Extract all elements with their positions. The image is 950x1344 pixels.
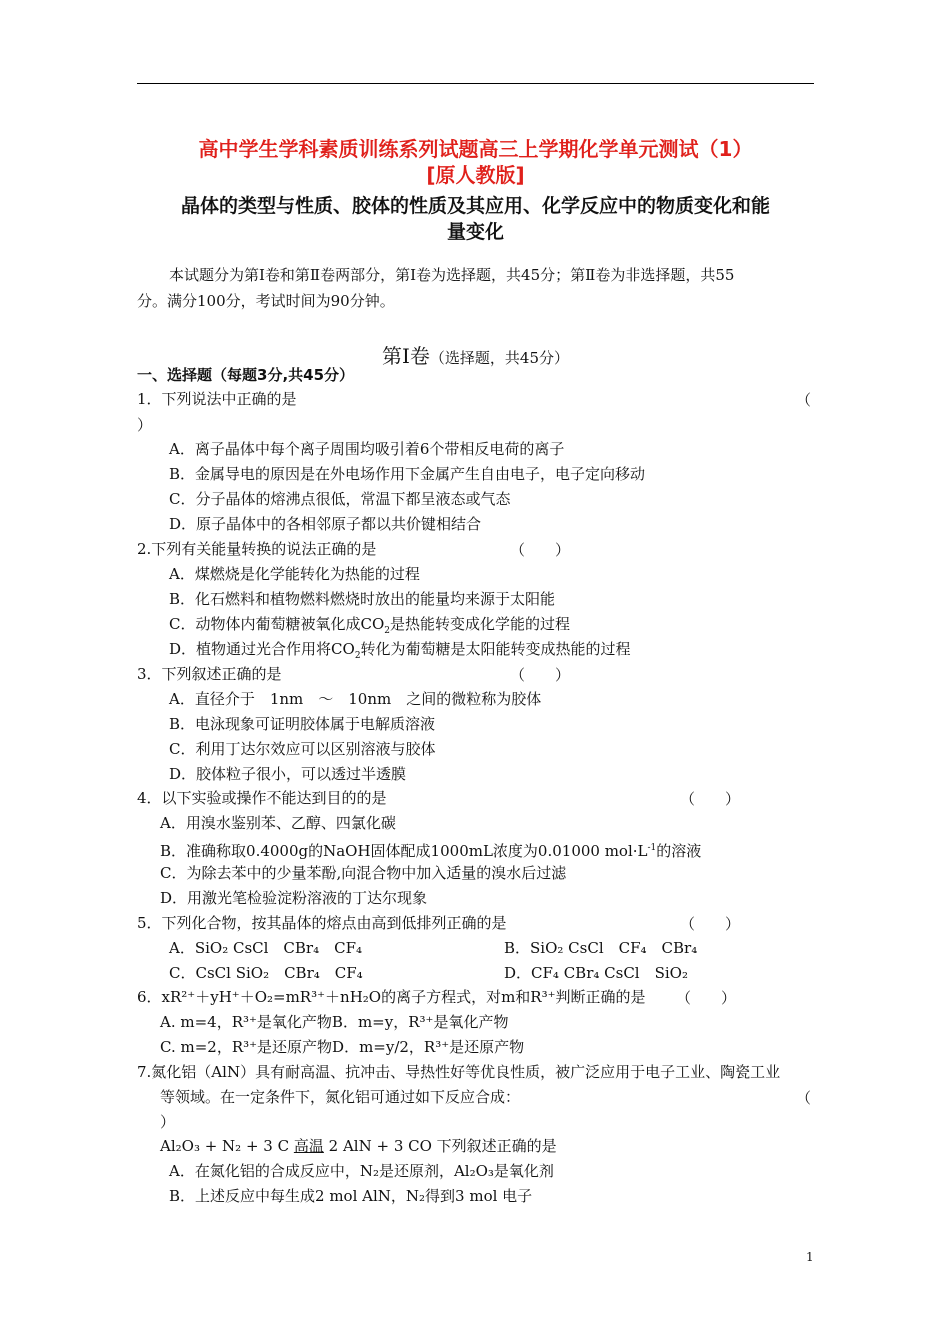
q3-option-a: A．直径介于 1nm ～ 10nm 之间的微粒称为胶体: [169, 690, 542, 708]
q5-stem: 5．下列化合物，按其晶体的熔点由高到低排列正确的是: [137, 914, 507, 932]
q5-paren: （ ）: [680, 915, 741, 933]
q4-option-d: D．用激光笔检验淀粉溶液的丁达尔现象: [160, 889, 428, 907]
q7-option-b: B．上述反应中每生成2 mol AlN，N₂得到3 mol 电子: [169, 1187, 533, 1205]
exam-subtitle-line1: 晶体的类型与性质、胶体的性质及其应用、化学反应中的物质变化和能: [180, 195, 770, 217]
q7-paren-open: （: [796, 1089, 812, 1107]
q4-option-b: B．准确称取0.4000g的NaOH固体配成1000mL浓度为0.01000 $mol\cdot L^{-1}$的溶液: [160, 842, 702, 860]
q6-stem: 6．xR²⁺＋yH⁺＋O₂=mR³⁺＋nH₂O的离子方程式，对m和R³⁺判断正确的是: [137, 988, 646, 1006]
q4-paren: （ ）: [680, 790, 741, 808]
part1-heading-text: 第Ⅰ卷: [382, 344, 430, 368]
q2-stem: 2.下列有关能量转换的说法正确的是: [137, 540, 377, 558]
q5-option-c: C．CsCl SiO₂ CBr₄ CF₄: [169, 964, 363, 982]
q6-options-ab: A. m=4，R³⁺是氧化产物B．m=y，R³⁺是氧化产物: [160, 1013, 509, 1031]
q1-option-a: A．离子晶体中每个离子周围均吸引着6个带相反电荷的离子: [169, 440, 565, 458]
intro-line2: 分。满分100分，考试时间为90分钟。: [137, 292, 395, 310]
q3-stem: 3．下列叙述正确的是: [137, 665, 282, 683]
exam-title-line1: 高中学生学科素质训练系列试题高三上学期化学单元测试（1）: [198, 137, 753, 161]
q4-stem: 4．以下实验或操作不能达到目的的是: [137, 789, 387, 807]
exam-title-line2: [原人教版]: [426, 163, 525, 187]
q7-paren-close: ）: [160, 1113, 176, 1131]
q4-option-c: C．为除去苯中的少量苯酚,向混合物中加入适量的溴水后过滤: [160, 864, 567, 882]
q2-option-a: A．煤燃烧是化学能转化为热能的过程: [169, 565, 420, 583]
page-number: 1: [806, 1250, 814, 1264]
part1-heading-note: （选择题，共45分）: [429, 349, 569, 367]
exam-subtitle-line2: 量变化: [446, 221, 504, 243]
q1-stem: 1．下列说法中正确的是: [137, 390, 297, 408]
q1-option-d: D．原子晶体中的各相邻原子都以共价键相结合: [169, 515, 482, 533]
q2-option-d: D．植物通过光合作用将$CO_2$转化为葡萄糖是太阳能转变成热能的过程: [169, 640, 631, 661]
section-title: 一、选择题（每题3分,共45分）: [137, 366, 355, 384]
q7-option-a: A．在氮化铝的合成反应中，N₂是还原剂，Al₂O₃是氧化剂: [169, 1162, 554, 1180]
q5-option-d: D．CF₄ CBr₄ CsCl SiO₂: [504, 964, 688, 982]
reaction-condition: 高温: [293, 1137, 324, 1155]
q7-stem: 7.氮化铝（AlN）具有耐高温、抗冲击、导热性好等优良性质，被广泛应用于电子工业、陶瓷工业: [137, 1063, 781, 1081]
q3-paren: （ ）: [510, 666, 571, 684]
q3-option-b: B．电泳现象可证明胶体属于电解质溶液: [169, 715, 436, 733]
q1-option-c: C．分子晶体的熔沸点很低，常温下都呈液态或气态: [169, 490, 511, 508]
q1-option-b: B．金属导电的原因是在外电场作用下金属产生自由电子，电子定向移动: [169, 465, 646, 483]
q3-option-c: C．利用丁达尔效应可以区别溶液与胶体: [169, 740, 436, 758]
q6-paren: （ ）: [676, 989, 737, 1007]
q1-paren-open: （: [796, 391, 812, 409]
q1-paren-close: ）: [137, 416, 153, 434]
q2-option-c: C．动物体内葡萄糖被氧化成$CO_2$是热能转变成化学能的过程: [169, 615, 571, 636]
q4-option-a: A．用溴水鉴别苯、乙醇、四氯化碳: [160, 814, 396, 832]
header-rule: [137, 83, 814, 84]
q5-option-b: B．SiO₂ CsCl CF₄ CBr₄: [504, 939, 698, 957]
intro-line1: 本试题分为第Ⅰ卷和第Ⅱ卷两部分，第Ⅰ卷为选择题，共45分；第Ⅱ卷为非选择题，共55: [169, 266, 735, 284]
q5-option-a: A．SiO₂ CsCl CBr₄ CF₄: [169, 939, 363, 957]
q2-paren: （ ）: [510, 541, 571, 559]
q7-stem-line2: 等领域。在一定条件下，氮化铝可通过如下反应合成：: [160, 1088, 521, 1106]
q7-equation: Al₂O₃ + N₂ + 3 C 高温 2 AlN + 3 CO 下列叙述正确的是: [160, 1137, 557, 1155]
q3-option-d: D．胶体粒子很小，可以透过半透膜: [169, 765, 407, 783]
q2-option-b: B．化石燃料和植物燃料燃烧时放出的能量均来源于太阳能: [169, 590, 556, 608]
q6-options-cd: C. m=2，R³⁺是还原产物D．m=y/2，R³⁺是还原产物: [160, 1038, 525, 1056]
